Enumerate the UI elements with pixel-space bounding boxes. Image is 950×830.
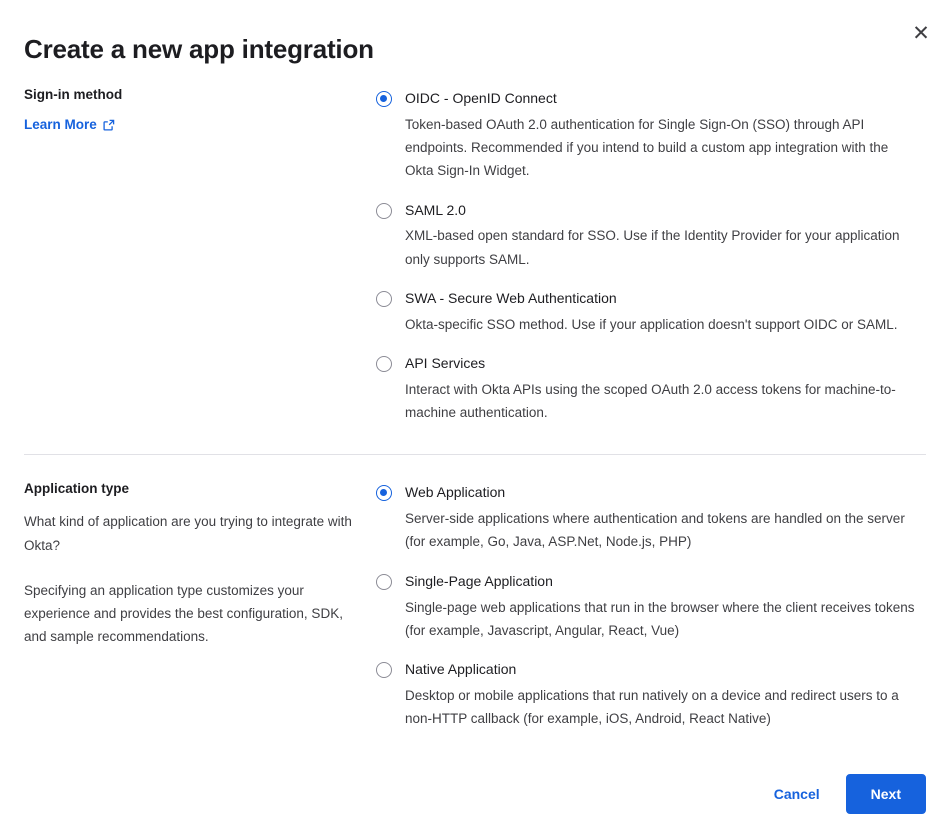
signin-method-info [24, 87, 376, 424]
radio-option-native-application[interactable] [376, 660, 926, 730]
signin-method-heading: Sign-in method [24, 87, 123, 102]
radio-indicator-web-application[interactable] [376, 485, 392, 501]
radio-description-native-application: Desktop or mobile applications that run natively on a device and redirect users to a non-HTTP callback (for example, iOS, Android, React Native) [405, 687, 899, 727]
radio-description-oidc: Token-based OAuth 2.0 authentication for Single Sign-On (SSO) through API endpoints. Recommended if you intend to build a custom app integration with the Okta Sign-In Widget. [405, 116, 889, 179]
radio-label-saml: SAML 2.0 [405, 201, 466, 218]
cancel-button[interactable]: Cancel [760, 776, 834, 812]
radio-label-single-page-application: Single-Page Application [405, 572, 553, 589]
next-button[interactable]: Next [846, 774, 926, 814]
application-type-note: Specifying an application type customizes your experience and provides the best configuration, SDK, and sample recommendations. [24, 582, 343, 645]
external-link-icon [103, 119, 115, 131]
learn-more-label: Learn More [24, 117, 97, 132]
radio-option-web-application[interactable] [376, 483, 926, 553]
application-type-heading: Application type [24, 481, 130, 497]
signin-method-section [0, 87, 950, 424]
radio-label-web-application: Web Application [405, 484, 506, 501]
radio-description-swa: Okta-specific SSO method. Use if your application doesn't support OIDC or SAML. [405, 316, 898, 332]
radio-description-saml: XML-based open standard for SSO. Use if the Identity Provider for your application only supports SAML. [405, 228, 900, 267]
radio-label-oidc: OIDC - OpenID Connect [405, 90, 557, 106]
radio-indicator-swa[interactable] [376, 291, 392, 307]
radio-description-api-services: Interact with Okta APIs using the scoped OAuth 2.0 access tokens for machine-to-machine authentication. [405, 381, 896, 421]
page-title: Create a new app integration [24, 34, 374, 64]
radio-description-web-application: Server-side applications where authentication and tokens are handled on the server (for example, Go, Java, ASP.Net, Node.js, PHP) [405, 511, 905, 550]
radio-option-swa[interactable] [376, 289, 926, 336]
application-type-options [376, 481, 926, 730]
signin-method-options [376, 87, 926, 424]
application-type-question: What kind of application are you trying to integrate with Okta? [24, 514, 352, 553]
application-type-section [0, 481, 950, 730]
radio-label-native-application: Native Application [405, 660, 517, 677]
dialog-footer [0, 768, 950, 830]
radio-indicator-native-application[interactable] [376, 662, 392, 678]
radio-description-single-page-application: Single-page web applications that run in the browser where the client receives tokens (for example, Javascript, Angular, React, Vue) [405, 599, 915, 638]
learn-more-link[interactable] [24, 117, 115, 132]
application-type-info [24, 481, 376, 730]
close-icon[interactable]: ✕ [906, 18, 936, 48]
radio-option-single-page-application[interactable] [376, 572, 926, 642]
radio-indicator-saml[interactable] [376, 203, 392, 219]
radio-indicator-oidc[interactable] [376, 91, 392, 107]
radio-label-api-services: API Services [405, 354, 486, 371]
radio-option-api-services[interactable] [376, 354, 926, 424]
radio-indicator-single-page-application[interactable] [376, 574, 392, 590]
radio-indicator-api-services[interactable] [376, 356, 392, 372]
radio-option-saml[interactable] [376, 201, 926, 271]
radio-label-swa: SWA - Secure Web Authentication [405, 289, 617, 306]
section-divider [24, 454, 926, 455]
radio-option-oidc[interactable] [376, 89, 926, 183]
